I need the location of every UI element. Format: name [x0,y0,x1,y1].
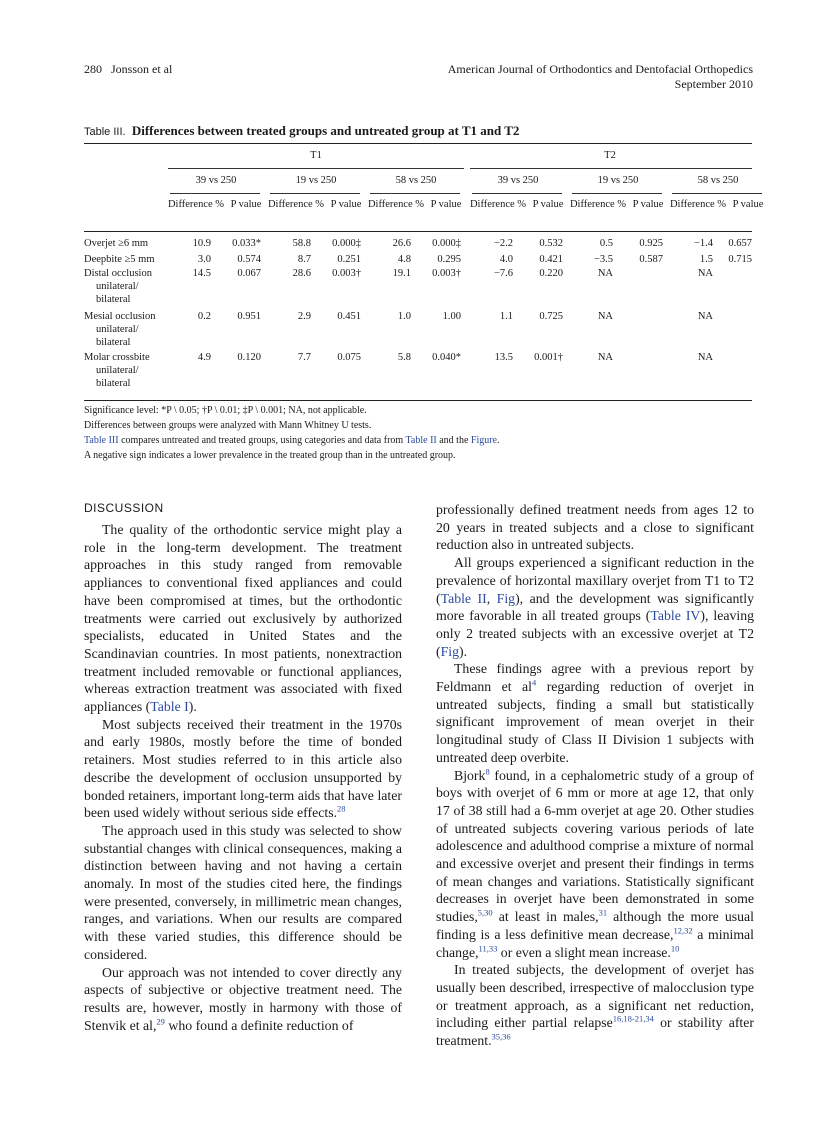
paragraph: All groups experienced a significant reduction in the prevalence of horizontal maxillary overjet from T1 to T2 (Table II, Fig), and the development was significantly more favorable in all treated groups (Table IV), leaving only 2 treated subjects with an excessive overjet at T2 (Fig). [436,555,755,659]
section-heading: DISCUSSION [84,501,164,515]
group-rule [472,193,562,194]
footnote-comparison: Table III compares untreated and treated groups, using categories and data from Table II and the Figure. [84,435,500,446]
group-rule [672,193,762,194]
citation-link[interactable]: 10 [670,942,680,953]
cell-p-value: 0.925 [639,238,663,249]
cell-difference: NA [697,311,713,322]
table-bottom-rule [84,400,752,401]
cell-difference: NA [597,352,613,363]
column-header-difference: Difference % [367,199,425,210]
issue-date: September 2010 [674,76,753,91]
cell-p-value: 0.000‡ [332,238,361,249]
cell-difference: 4.0 [499,254,513,265]
row-label-sub: unilateral/ [96,281,139,292]
column-header-difference: Difference % [167,199,225,210]
cell-difference: NA [597,311,613,322]
cell-p-value: 0.120 [237,352,261,363]
cell-difference: 14.5 [192,268,211,279]
table-ii-link[interactable]: Table II [405,435,437,446]
column-header-difference: Difference % [669,199,727,210]
group-header: 58 vs 250 [395,175,437,186]
paragraph-continued: professionally defined treatment needs from ages 12 to 20 years in treated subjects and a close to significant reduction also in untreated subjects. [436,502,754,553]
cell-difference: 58.8 [292,238,311,249]
column-header-p-value: P value [430,199,462,210]
figure-link[interactable]: Fig [440,643,460,659]
table-title: Differences between treated groups and untreated group at T1 and T2 [131,123,520,138]
column-header-p-value: P value [632,199,664,210]
cell-p-value: 0.587 [639,254,663,265]
cell-p-value: 0.001† [534,352,563,363]
cell-difference: NA [697,268,713,279]
body-column-left [84,501,402,1034]
citation-link[interactable]: 12,32 [673,925,693,936]
journal-name: American Journal of Orthodontics and Dentofacial Orthopedics [447,62,753,76]
group-rule [572,193,662,194]
cell-p-value: 0.725 [539,311,563,322]
group-header: 19 vs 250 [295,175,337,186]
timepoint-t2: T2 [604,150,616,161]
column-header-p-value: P value [330,199,362,210]
cell-p-value: 0.067 [237,268,261,279]
cell-difference: 1.0 [397,311,411,322]
cell-p-value: 0.003† [332,268,361,279]
citation-link[interactable]: 28 [337,803,346,814]
group-header: 58 vs 250 [697,175,739,186]
cell-p-value: 0.003† [432,268,461,279]
column-header-difference: Difference % [267,199,325,210]
cell-difference: 0.5 [599,238,613,249]
cell-difference: −7.6 [493,268,513,279]
timepoint-t1: T1 [310,150,322,161]
cell-difference: 26.6 [392,238,411,249]
footnote-negative: A negative sign indicates a lower prevalence in the treated group than in the untreated group. [84,450,456,461]
cell-p-value: 0.715 [728,254,752,265]
row-label: Molar crossbite unilateral/ bilateral [84,352,150,389]
running-header-left [84,62,172,77]
row-label-sub: unilateral/ [96,365,139,376]
column-header-difference: Difference % [569,199,627,210]
cell-difference: −3.5 [593,254,613,265]
cell-p-value: 0.075 [337,352,361,363]
column-header-difference: Difference % [469,199,527,210]
body-column-right [436,501,754,1050]
citation-link[interactable]: 31 [598,907,608,918]
cell-p-value: 0.421 [539,254,563,265]
paragraph: These findings agree with a previous report by Feldmann et $al^4$ regarding reduction of overjet in untreated subjects, finding a small but statistically significant improvement of mean overjet in their longitudinal study of Class II Division 1 subjects with untreated deep overbite. [436,661,754,765]
table-i-link[interactable]: Table I [150,699,189,715]
group-header: 39 vs 250 [497,175,539,186]
cell-p-value: 0.951 [237,311,261,322]
cell-difference: 1.5 [699,254,713,265]
running-header-right [448,62,753,91]
row-label: Deepbite ≥5 mm [84,254,155,265]
cell-difference: NA [597,268,613,279]
table-iv-link[interactable]: Table IV [650,608,701,624]
column-header-p-value: P value [732,199,764,210]
cell-p-value: 0.295 [437,254,461,265]
citation-link[interactable]: 35,36 [491,1031,511,1042]
row-label-sub: bilateral [96,337,131,348]
citation-link[interactable]: 8 [485,765,490,776]
cell-p-value: 0.251 [337,254,361,265]
cell-difference: 5.8 [397,352,411,363]
cell-difference: NA [697,352,713,363]
table-iii-link[interactable]: Table III [84,435,119,446]
group-header: 39 vs 250 [195,175,237,186]
group-rule [370,193,460,194]
cell-difference: −1.4 [693,238,713,249]
cell-p-value: 0.451 [337,311,361,322]
row-label: Mesial occlusion unilateral/ bilateral [84,311,156,348]
cell-p-value: 0.657 [728,238,752,249]
cell-p-value: 0.040* [432,352,461,363]
cell-difference: 1.1 [499,311,513,322]
cell-difference: 7.7 [297,352,311,363]
cell-difference: 2.9 [297,311,311,322]
cell-p-value: 0.532 [539,238,563,249]
cell-difference: 0.2 [197,311,211,322]
row-label: Distal occlusion unilateral/ bilateral [84,268,152,305]
figure-link[interactable]: Fig [496,590,516,606]
cell-difference: 19.1 [392,268,411,279]
citation-link[interactable]: 29 [156,1016,165,1027]
cell-difference: 3.0 [197,254,211,265]
figure-link[interactable]: Figure [470,435,497,446]
paragraph: Bjork$^8$ found, in a cephalometric study of a group of boys with overjet of 6 mm or more at age 12, that only 17 of 38 still had a 6-mm overjet at age 20. Other studies of untreated subjects covering various periods of late adolescence and adulthood comprise a mixture of normal and excessive overjet and present their findings in terms of mean changes and variations. Statistically significant decreases in overjet have been demonstrated in some studies,$^{5,30}$ at least in males,$^{31}$ although the more usual finding is a less definitive mean decrease,$^{12,32}$ a minimal change,$^{11,33}$ or even a slight mean increase.$^{10}$ [436,765,755,960]
citation-link[interactable]: 11,33 [478,942,498,953]
cell-difference: 4.8 [397,254,411,265]
cell-p-value: 0.220 [539,268,563,279]
table-label: Table III. [84,126,126,138]
row-label-sub: unilateral/ [96,324,139,335]
author-running-head: Jonsson et al [111,62,173,76]
cell-difference: 4.9 [197,352,211,363]
paragraph: Our approach was not intended to cover directly any aspects of subjective or objective treatment need. The results are, however, mostly in harmony with those of Stenvik et al,$^{29}$ who found a definite reduction of [84,964,402,1033]
group-rule [170,193,260,194]
cell-p-value: 0.000‡ [432,238,461,249]
paragraph: Most subjects received their treatment in the 1970s and early 1980s, mostly before the time of bonded retainers. Most studies referred to in this article also describe the development of occlusion unsupported by bonded retainers, important long-term aids that have later been used widely without serious side effects.$^{28}$ [84,716,402,821]
cell-difference: −2.2 [493,238,513,249]
row-label-sub: bilateral [96,294,131,305]
cell-p-value: 0.574 [237,254,261,265]
cell-p-value: 0.033* [232,238,261,249]
page-number: 280 [84,62,102,76]
cell-difference: 13.5 [494,352,513,363]
citation-link[interactable]: 16,18-21,34 [612,1013,654,1024]
row-label: Overjet ≥6 mm [84,238,149,249]
footnote-significance: Significance level: *P \ 0.05; †P \ 0.01; ‡P \ 0.001; NA, not applicable. [84,405,367,416]
footnote-tests: Differences between groups were analyzed with Mann Whitney U tests. [84,420,372,431]
table-header-rule [84,231,752,232]
group-header: 19 vs 250 [597,175,639,186]
cell-difference: 28.6 [292,268,311,279]
t1-span-rule [168,168,464,169]
citation-link[interactable]: 4 [532,677,537,688]
column-header-p-value: P value [532,199,564,210]
paragraph: The approach used in this study was selected to show substantial changes with clinical consequences, making a distinction between having and not having a certain anomaly. In most of the studies cited here, the findings were presented, conversely, in millimetric mean changes, ranges, and variations. When our results are compared with these varied studies, this difference should be considered. [84,822,402,962]
paragraph: In treated subjects, the development of overjet has usually been described, irrespective of malocclusion type or treatment approach, as a significant net reduction, including either partial relapse$^{16,18-21,34}$ or stability after treatment.$^{35,36}$ [436,962,754,1049]
paragraph: The quality of the orthodontic service might play a role in the long-term development. The treatment approaches in this study ranged from removable appliances to conventional fixed appliances and could have been compromised at times, but the orthodontic treatments were carried out exclusively by authorized specialists, educated in United States and the Scandinavian countries. In most patients, nonextraction treatment included removable or functional appliances, whereas extraction treatment was associated with fixed appliances (Table I). [84,522,402,715]
row-label-sub: bilateral [96,378,131,389]
cell-p-value: 1.00 [442,311,461,322]
citation-link[interactable]: 5,30 [477,907,493,918]
t2-span-rule [470,168,752,169]
table-top-rule [84,143,752,144]
group-rule [270,193,360,194]
cell-difference: 8.7 [297,254,311,265]
table-caption [84,123,519,139]
column-header-p-value: P value [230,199,262,210]
table-ii-link[interactable]: Table II [440,590,487,606]
cell-difference: 10.9 [192,238,211,249]
